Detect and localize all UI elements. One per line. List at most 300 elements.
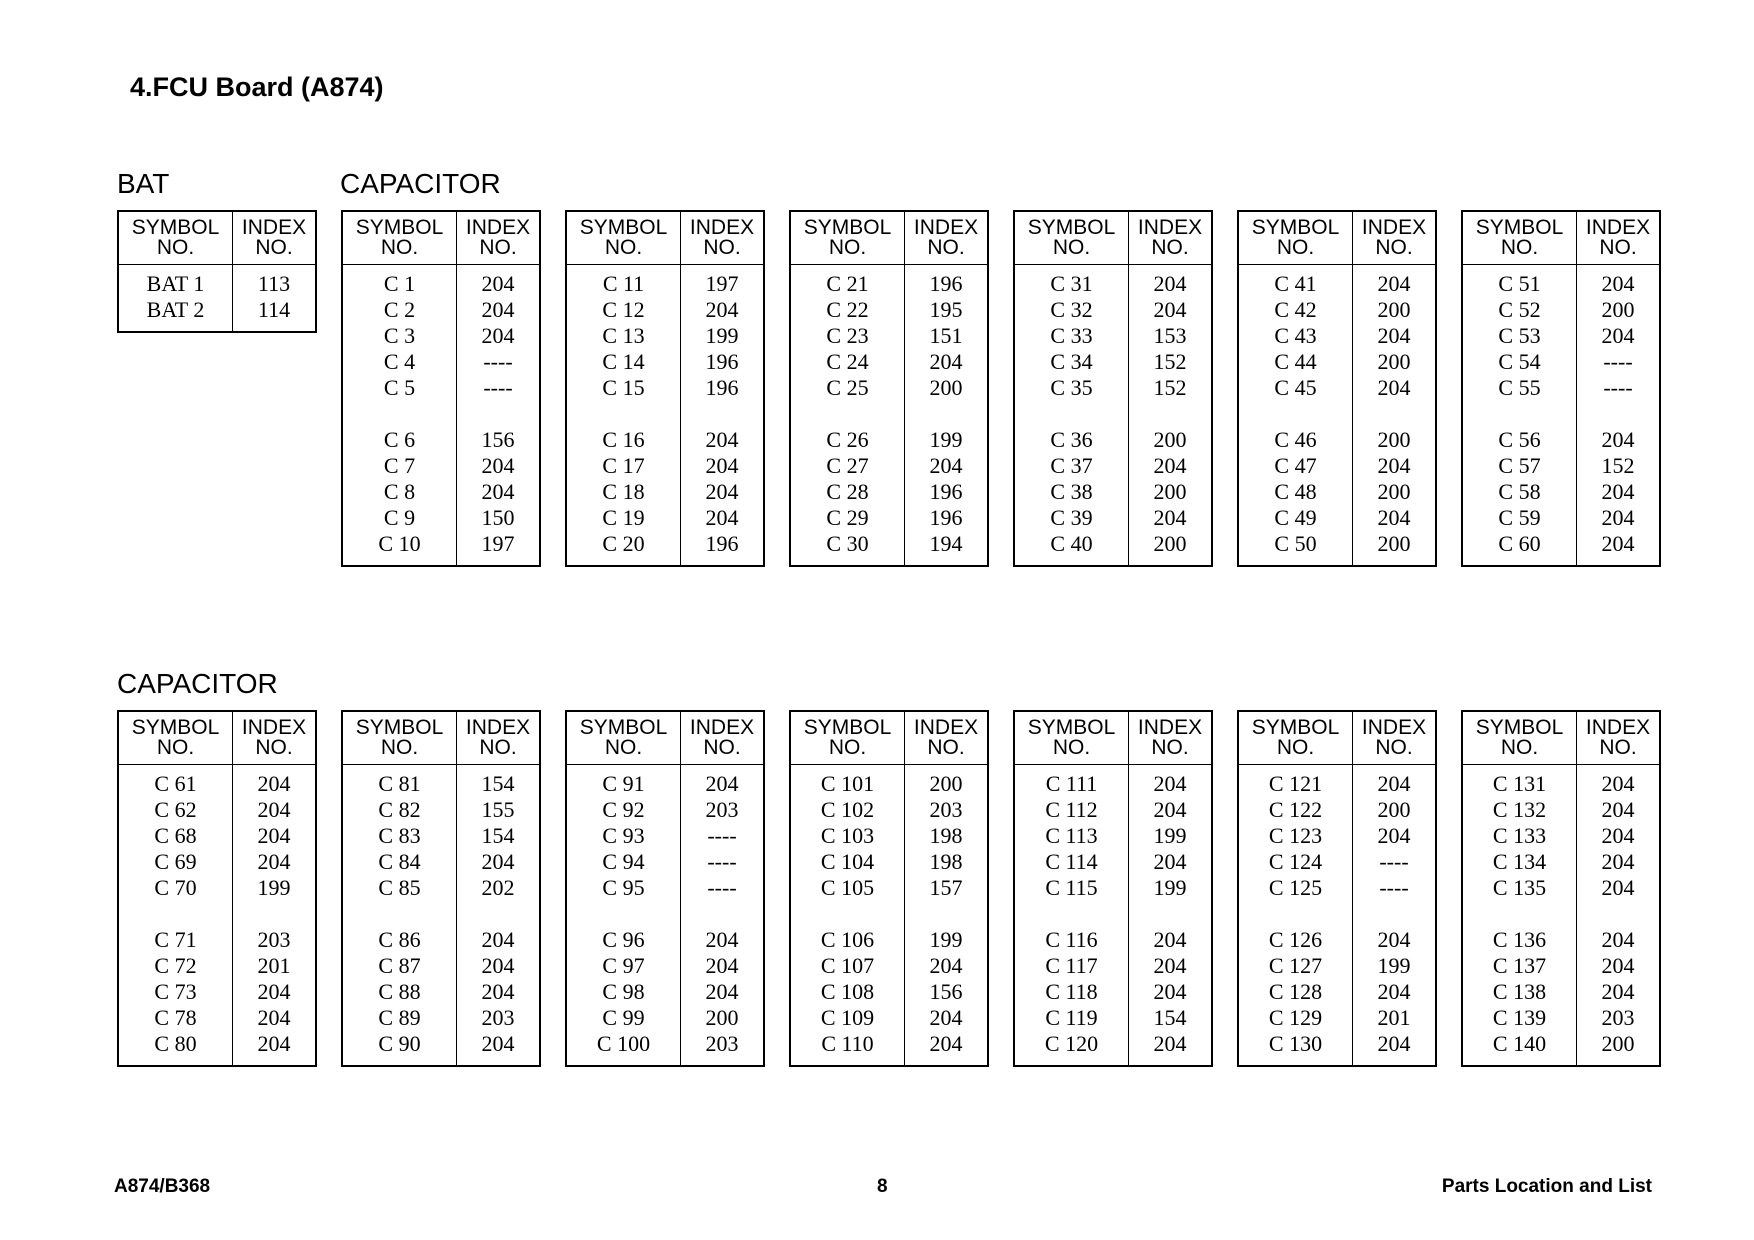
- index-cell: 200: [1153, 531, 1187, 556]
- symbol-cell: C 5: [342, 375, 457, 401]
- index-cell: 204: [705, 453, 739, 478]
- index-cell: 204: [1601, 531, 1635, 556]
- table-row: [118, 875, 316, 901]
- header-text: NO.: [927, 736, 965, 759]
- symbol-cell: C 17: [566, 453, 681, 479]
- symbol-cell: C 51: [1462, 265, 1577, 298]
- table-header-row: [1462, 211, 1660, 265]
- table-row: [342, 765, 540, 798]
- index-cell: 204: [1601, 875, 1635, 900]
- symbol-cell: C 33: [1014, 323, 1129, 349]
- table-row: [1462, 427, 1660, 453]
- column-header-index: [1353, 211, 1437, 265]
- symbol-cell: C 102: [790, 797, 905, 823]
- symbol-cell: C 25: [790, 375, 905, 401]
- index-cell: 204: [1153, 797, 1187, 822]
- symbol-cell: C 32: [1014, 297, 1129, 323]
- index-cell: 204: [257, 1031, 291, 1056]
- table-row: [342, 505, 540, 531]
- index-cell: 154: [481, 771, 515, 796]
- index-cell: 202: [481, 875, 515, 900]
- table-row-spacer: [1238, 901, 1436, 927]
- symbol-cell: C 123: [1238, 823, 1353, 849]
- symbol-cell: C 14: [566, 349, 681, 375]
- index-cell: ----: [483, 375, 513, 400]
- index-cell: 199: [1153, 823, 1187, 848]
- header-text: NO.: [927, 236, 965, 259]
- column-header-index: [457, 711, 541, 765]
- index-cell: 204: [1153, 927, 1187, 952]
- symbol-cell: C 113: [1014, 823, 1129, 849]
- symbol-cell: C 115: [1014, 875, 1129, 901]
- table-row: [1238, 979, 1436, 1005]
- symbol-cell: BAT 1: [118, 265, 233, 298]
- spacer-cell: [566, 901, 681, 927]
- symbol-cell: C 72: [118, 953, 233, 979]
- table-row: [1014, 875, 1212, 901]
- index-cell: 204: [1601, 271, 1635, 296]
- header-text: NO.: [1052, 236, 1091, 259]
- index-cell: 199: [705, 323, 739, 348]
- symbol-cell: C 118: [1014, 979, 1129, 1005]
- column-header-index: [233, 211, 317, 265]
- symbol-cell: C 78: [118, 1005, 233, 1031]
- column-header-index: [905, 211, 989, 265]
- symbol-cell: C 107: [790, 953, 905, 979]
- column-header-index: [1129, 711, 1213, 765]
- index-cell: 204: [257, 1005, 291, 1030]
- table-row: [1014, 823, 1212, 849]
- parts-table: [1237, 710, 1437, 1067]
- table-row: [790, 849, 988, 875]
- table-row: [1014, 323, 1212, 349]
- table-row: [1014, 1031, 1212, 1066]
- parts-table-row: [117, 710, 1661, 1067]
- symbol-cell: C 42: [1238, 297, 1353, 323]
- index-cell: 197: [481, 531, 515, 556]
- symbol-cell: C 88: [342, 979, 457, 1005]
- parts-table-group: [1461, 210, 1661, 567]
- header-text: INDEX: [241, 216, 307, 239]
- table-row: [342, 823, 540, 849]
- spacer-cell: [1238, 901, 1353, 927]
- symbol-cell: C 34: [1014, 349, 1129, 375]
- index-cell: 204: [929, 1005, 963, 1030]
- index-cell: 155: [481, 797, 515, 822]
- header-text: SYMBOL: [803, 216, 892, 239]
- symbol-cell: C 62: [118, 797, 233, 823]
- symbol-cell: C 103: [790, 823, 905, 849]
- symbol-cell: C 132: [1462, 797, 1577, 823]
- symbol-cell: C 114: [1014, 849, 1129, 875]
- table-row: [1462, 823, 1660, 849]
- column-header-symbol: [790, 711, 905, 765]
- index-cell: 204: [1601, 823, 1635, 848]
- page-title: 4.FCU Board (A874): [130, 72, 384, 102]
- parts-table: [565, 710, 765, 1067]
- index-cell: 204: [1377, 323, 1411, 348]
- table-row: [1238, 453, 1436, 479]
- symbol-cell: C 90: [342, 1031, 457, 1066]
- index-cell: 200: [1377, 427, 1411, 452]
- table-row: [342, 1031, 540, 1066]
- index-cell: 200: [929, 771, 963, 796]
- spacer-cell: [457, 901, 541, 927]
- header-text: SYMBOL: [131, 216, 220, 239]
- symbol-cell: BAT 2: [118, 297, 233, 332]
- symbol-cell: C 96: [566, 927, 681, 953]
- table-row: [1014, 953, 1212, 979]
- index-cell: 204: [481, 323, 515, 348]
- header-text: NO.: [479, 736, 517, 759]
- symbol-cell: C 48: [1238, 479, 1353, 505]
- parts-table: [1461, 710, 1661, 1067]
- symbol-cell: C 26: [790, 427, 905, 453]
- table-row-spacer: [1462, 401, 1660, 427]
- table-row: [342, 953, 540, 979]
- table-row: [1462, 265, 1660, 298]
- spacer-cell: [1014, 401, 1129, 427]
- index-cell: 200: [1153, 427, 1187, 452]
- symbol-cell: C 43: [1238, 323, 1353, 349]
- table-header-row: [342, 711, 540, 765]
- table-row: [790, 765, 988, 798]
- parts-table-group: [1237, 710, 1437, 1067]
- index-cell: 204: [481, 927, 515, 952]
- header-text: SYMBOL: [1251, 216, 1340, 239]
- table-row: [1238, 1005, 1436, 1031]
- table-row: [790, 979, 988, 1005]
- table-header-row: [790, 211, 988, 265]
- table-header-row: [1238, 711, 1436, 765]
- symbol-cell: C 131: [1462, 765, 1577, 798]
- index-cell: 204: [1153, 297, 1187, 322]
- symbol-cell: C 55: [1462, 375, 1577, 401]
- column-header-symbol: [790, 211, 905, 265]
- index-cell: 200: [1377, 797, 1411, 822]
- index-cell: ----: [1379, 875, 1409, 900]
- table-row: [566, 323, 764, 349]
- index-cell: 197: [705, 271, 739, 296]
- header-text: INDEX: [913, 216, 979, 239]
- symbol-cell: C 24: [790, 349, 905, 375]
- index-cell: 204: [929, 953, 963, 978]
- table-row: [1014, 375, 1212, 401]
- symbol-cell: C 111: [1014, 765, 1129, 798]
- parts-table: [1013, 210, 1213, 567]
- table-row: [1014, 349, 1212, 375]
- parts-table: [1461, 210, 1661, 567]
- table-row: [1014, 979, 1212, 1005]
- index-cell: 204: [1601, 505, 1635, 530]
- table-row: [1014, 479, 1212, 505]
- header-text: SYMBOL: [131, 716, 220, 739]
- table-row-spacer: [790, 401, 988, 427]
- column-header-symbol: [1462, 711, 1577, 765]
- table-row-spacer: [1014, 401, 1212, 427]
- parts-table: [1237, 210, 1437, 567]
- table-row: [118, 953, 316, 979]
- index-cell: 200: [705, 1005, 739, 1030]
- table-row: [1014, 765, 1212, 798]
- column-header-index: [905, 711, 989, 765]
- symbol-cell: C 10: [342, 531, 457, 566]
- index-cell: 204: [1377, 505, 1411, 530]
- index-cell: 200: [1377, 479, 1411, 504]
- symbol-cell: C 93: [566, 823, 681, 849]
- symbol-cell: C 28: [790, 479, 905, 505]
- column-header-index: [233, 711, 317, 765]
- symbol-cell: C 100: [566, 1031, 681, 1066]
- column-header-symbol: [118, 711, 233, 765]
- table-header-row: [1014, 711, 1212, 765]
- index-cell: 154: [481, 823, 515, 848]
- index-cell: ----: [707, 823, 737, 848]
- header-text: NO.: [255, 236, 293, 259]
- symbol-cell: C 60: [1462, 531, 1577, 566]
- symbol-cell: C 138: [1462, 979, 1577, 1005]
- header-text: INDEX: [465, 716, 531, 739]
- symbol-cell: C 122: [1238, 797, 1353, 823]
- header-text: INDEX: [1137, 716, 1203, 739]
- header-text: NO.: [380, 736, 419, 759]
- parts-table: [341, 210, 541, 567]
- symbol-cell: C 47: [1238, 453, 1353, 479]
- table-row: [118, 1005, 316, 1031]
- symbol-cell: C 71: [118, 927, 233, 953]
- index-cell: 204: [1153, 1031, 1187, 1056]
- spacer-cell: [1462, 901, 1577, 927]
- index-cell: 204: [1377, 271, 1411, 296]
- table-row: [790, 797, 988, 823]
- spacer-cell: [1014, 901, 1129, 927]
- table-row: [566, 1031, 764, 1066]
- table-row: [1462, 1031, 1660, 1066]
- symbol-cell: C 108: [790, 979, 905, 1005]
- parts-table: [117, 710, 317, 1067]
- index-cell: 204: [481, 453, 515, 478]
- table-row: [566, 1005, 764, 1031]
- symbol-cell: C 27: [790, 453, 905, 479]
- table-row: [342, 297, 540, 323]
- spacer-cell: [681, 901, 765, 927]
- index-cell: 201: [257, 953, 291, 978]
- symbol-cell: C 129: [1238, 1005, 1353, 1031]
- column-header-symbol: [566, 211, 681, 265]
- symbol-cell: C 9: [342, 505, 457, 531]
- table-row: [1014, 265, 1212, 298]
- header-text: NO.: [1375, 736, 1413, 759]
- index-cell: ----: [707, 875, 737, 900]
- spacer-cell: [1577, 401, 1661, 427]
- index-cell: 196: [705, 375, 739, 400]
- table-row: [118, 765, 316, 798]
- parts-table: [565, 210, 765, 567]
- index-cell: 203: [705, 1031, 739, 1056]
- index-cell: 204: [1601, 479, 1635, 504]
- table-row: [342, 479, 540, 505]
- spacer-cell: [790, 401, 905, 427]
- table-row: [790, 823, 988, 849]
- index-cell: 204: [481, 1031, 515, 1056]
- parts-table-group: [565, 710, 765, 1067]
- symbol-cell: C 36: [1014, 427, 1129, 453]
- symbol-cell: C 35: [1014, 375, 1129, 401]
- index-cell: 113: [257, 271, 291, 296]
- symbol-cell: C 128: [1238, 979, 1353, 1005]
- symbol-cell: C 92: [566, 797, 681, 823]
- index-cell: 204: [257, 849, 291, 874]
- index-cell: 198: [929, 849, 963, 874]
- symbol-cell: C 73: [118, 979, 233, 1005]
- index-cell: 114: [257, 297, 291, 322]
- index-cell: 204: [481, 849, 515, 874]
- table-row: [1238, 427, 1436, 453]
- index-cell: 204: [1601, 979, 1635, 1004]
- header-text: NO.: [1151, 736, 1189, 759]
- table-row: [1014, 297, 1212, 323]
- table-header-row: [1014, 211, 1212, 265]
- table-row: [1014, 927, 1212, 953]
- index-cell: 204: [1377, 771, 1411, 796]
- index-cell: 200: [1153, 479, 1187, 504]
- header-text: NO.: [703, 236, 741, 259]
- footer-section-title: Parts Location and List: [1441, 1176, 1652, 1197]
- column-header-index: [1129, 211, 1213, 265]
- table-header-row: [1462, 711, 1660, 765]
- table-row: [342, 875, 540, 901]
- table-row: [1014, 1005, 1212, 1031]
- header-text: NO.: [828, 736, 867, 759]
- index-cell: 203: [257, 927, 291, 952]
- header-text: NO.: [1276, 736, 1315, 759]
- table-row: [566, 349, 764, 375]
- table-row: [1462, 375, 1660, 401]
- symbol-cell: C 106: [790, 927, 905, 953]
- spacer-cell: [681, 401, 765, 427]
- table-row: [342, 797, 540, 823]
- index-cell: 204: [1153, 771, 1187, 796]
- table-row-spacer: [1462, 901, 1660, 927]
- symbol-cell: C 41: [1238, 265, 1353, 298]
- index-cell: 196: [929, 505, 963, 530]
- header-text: NO.: [255, 736, 293, 759]
- header-text: NO.: [1375, 236, 1413, 259]
- symbol-cell: C 137: [1462, 953, 1577, 979]
- symbol-cell: C 1: [342, 265, 457, 298]
- column-header-index: [1353, 711, 1437, 765]
- header-text: SYMBOL: [1475, 216, 1564, 239]
- table-row: [1238, 349, 1436, 375]
- symbol-cell: C 99: [566, 1005, 681, 1031]
- column-header-symbol: [1238, 211, 1353, 265]
- parts-table: [789, 710, 989, 1067]
- table-row: [790, 531, 988, 566]
- parts-table-group: [565, 210, 765, 567]
- spacer-cell: [1353, 401, 1437, 427]
- column-header-index: [457, 211, 541, 265]
- index-cell: 199: [929, 427, 963, 452]
- index-cell: 204: [705, 771, 739, 796]
- table-row: [1238, 823, 1436, 849]
- header-text: SYMBOL: [1251, 716, 1340, 739]
- parts-table-group: [117, 210, 317, 567]
- index-cell: 204: [1153, 979, 1187, 1004]
- symbol-cell: C 16: [566, 427, 681, 453]
- column-header-symbol: [342, 711, 457, 765]
- index-cell: 204: [257, 979, 291, 1004]
- table-header-row: [790, 711, 988, 765]
- header-text: SYMBOL: [579, 216, 668, 239]
- symbol-cell: C 110: [790, 1031, 905, 1066]
- table-row: [566, 765, 764, 798]
- table-row: [790, 953, 988, 979]
- index-cell: ----: [483, 349, 513, 374]
- table-row: [118, 1031, 316, 1066]
- index-cell: 156: [481, 427, 515, 452]
- symbol-cell: C 53: [1462, 323, 1577, 349]
- symbol-cell: C 134: [1462, 849, 1577, 875]
- header-text: INDEX: [241, 716, 307, 739]
- table-row: [1462, 765, 1660, 798]
- symbol-cell: C 84: [342, 849, 457, 875]
- symbol-cell: C 21: [790, 265, 905, 298]
- table-row: [1462, 453, 1660, 479]
- table-row: [1238, 849, 1436, 875]
- table-row: [118, 265, 316, 298]
- index-cell: 204: [705, 427, 739, 452]
- header-text: SYMBOL: [1027, 216, 1116, 239]
- table-row-spacer: [118, 901, 316, 927]
- parts-table-row: [117, 210, 1661, 567]
- symbol-cell: C 124: [1238, 849, 1353, 875]
- column-header-symbol: [566, 711, 681, 765]
- symbol-cell: C 70: [118, 875, 233, 901]
- table-row: [342, 323, 540, 349]
- parts-table-group: [789, 710, 989, 1067]
- index-cell: 204: [1153, 271, 1187, 296]
- index-cell: 204: [1377, 927, 1411, 952]
- table-row: [1014, 531, 1212, 566]
- table-row: [1238, 797, 1436, 823]
- index-cell: 199: [1377, 953, 1411, 978]
- table-row: [342, 979, 540, 1005]
- table-row: [790, 479, 988, 505]
- symbol-cell: C 58: [1462, 479, 1577, 505]
- symbol-cell: C 94: [566, 849, 681, 875]
- symbol-cell: C 135: [1462, 875, 1577, 901]
- header-text: SYMBOL: [355, 216, 444, 239]
- table-row-spacer: [566, 901, 764, 927]
- index-cell: ----: [707, 849, 737, 874]
- symbol-cell: C 86: [342, 927, 457, 953]
- symbol-cell: C 45: [1238, 375, 1353, 401]
- symbol-cell: C 23: [790, 323, 905, 349]
- index-cell: 199: [1153, 875, 1187, 900]
- table-row: [1462, 875, 1660, 901]
- symbol-cell: C 117: [1014, 953, 1129, 979]
- spacer-cell: [905, 401, 989, 427]
- table-row: [1238, 531, 1436, 566]
- header-text: NO.: [156, 236, 195, 259]
- spacer-cell: [342, 401, 457, 427]
- header-text: SYMBOL: [579, 716, 668, 739]
- header-text: INDEX: [913, 716, 979, 739]
- column-header-index: [681, 211, 765, 265]
- header-text: INDEX: [1137, 216, 1203, 239]
- symbol-cell: C 81: [342, 765, 457, 798]
- symbol-cell: C 59: [1462, 505, 1577, 531]
